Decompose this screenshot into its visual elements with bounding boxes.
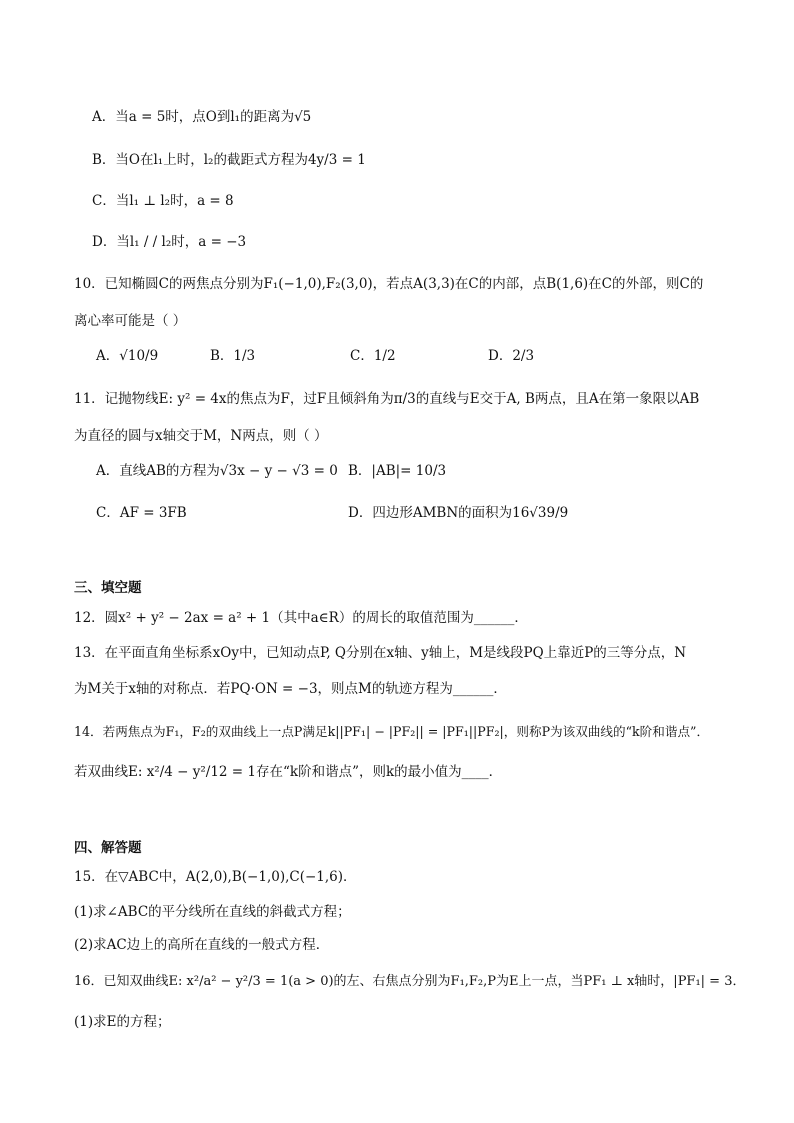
q14-stem-line2: 若双曲线E: x²/4 − y²/12 = 1存在“k阶和谐点”，则k的最小值为____． [74,764,503,780]
q11-stem-line2: 为直径的圆与x轴交于M，N两点，则（ ） [74,428,328,444]
section-answer-heading: 四、解答题 [74,840,142,856]
q13-stem-line1: 13．在平面直角坐标系xOy中，已知动点P, Q分别在x轴、y轴上，M是线段PQ上靠近P的三等分点，N [74,645,687,661]
q15-part1: (1)求∠ABC的平分线所在直线的斜截式方程； [74,904,351,920]
q12-stem: 12．圆x² + y² − 2ax = a² + 1（其中a∈R）的周长的取值范围为______． [74,610,528,626]
q15-stem: 15．在▽ABC中，A(2,0),B(−1,0),C(−1,6)． [74,869,357,885]
q11-option-a: A．直线AB的方程为√3x − y − √3 = 0 [96,463,338,479]
q11-option-b: B．|AB|= 10/3 [348,463,447,479]
q16-part1: (1)求E的方程； [74,1014,171,1030]
q10-option-a: A．√10/9 [96,348,159,364]
q11-stem-line1: 11．记抛物线E: y² = 4x的焦点为F，过F且倾斜角为π/3的直线与E交于A, B两点，且A在第一象限以AB [74,391,700,407]
q10-option-c: C．1/2 [350,348,396,364]
q9-option-c: C．当l₁ ⊥ l₂时，a = 8 [92,193,234,209]
q10-option-b: B．1/3 [210,348,256,364]
q10-stem-line1: 10．已知椭圆C的两焦点分别为F₁(−1,0),F₂(3,0)，若点A(3,3)在C的内部，点B(1,6)在C的外部，则C的 [74,276,704,292]
q11-option-c: C．AF = 3FB [96,505,187,521]
q9-option-d: D．当l₁ / / l₂时，a = −3 [92,234,247,250]
section-fill-in-blank-heading: 三、填空题 [74,580,142,596]
q10-stem-line2: 离心率可能是（ ） [74,313,187,329]
q9-option-b: B．当O在l₁上时，l₂的截距式方程为4y/3 = 1 [92,152,366,168]
q10-option-d: D．2/3 [488,348,535,364]
q15-part2: (2)求AC边上的高所在直线的一般式方程． [74,937,330,953]
q13-stem-line2: 为M关于x轴的对称点．若PQ·ON = −3，则点M的轨迹方程为______． [74,681,507,697]
q9-option-a: A．当a = 5时，点O到l₁的距离为√5 [92,109,312,125]
q14-stem-line1: 14．若两焦点为F₁，F₂的双曲线上一点P满足k||PF₁| − |PF₂|| = |PF₁||PF₂|，则称P为该双曲线的“k阶和谐点”． [74,724,710,739]
q11-option-d: D．四边形AMBN的面积为16√39/9 [348,505,569,521]
q16-stem: 16．已知双曲线E: x²/a² − y²/3 = 1(a > 0)的左、右焦点分别为F₁,F₂,P为E上一点，当PF₁ ⊥ x轴时，|PF₁| = 3． [74,974,746,989]
